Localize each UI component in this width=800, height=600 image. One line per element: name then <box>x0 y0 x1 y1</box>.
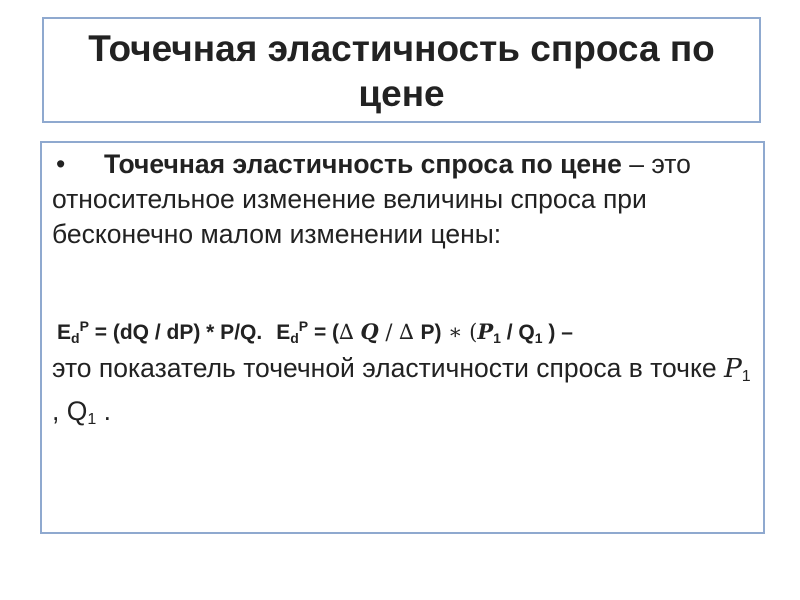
conclusion-paragraph <box>52 351 757 437</box>
formula-q: 𝑸 <box>360 319 379 344</box>
formula-close: ) – <box>542 321 573 344</box>
conclusion-text: это показатель точечной эластичности спроса в точке <box>52 353 724 383</box>
formula-slash: / <box>378 320 400 344</box>
slide-title: Точечная эластичность спроса по цене <box>88 28 715 114</box>
formula-subscript: 1 <box>493 330 501 346</box>
bullet-icon: • <box>56 149 66 179</box>
formula-discrete <box>276 311 573 353</box>
formula-derivative-body: = (dQ / dP) * P/Q. <box>88 321 263 344</box>
formula-p1: 𝑷 <box>477 319 494 344</box>
formula-paren: ( <box>469 320 478 344</box>
formula-superscript: P <box>79 318 89 334</box>
point-q: , Q <box>52 396 88 426</box>
title-box <box>42 17 761 123</box>
formula-open: = ( <box>308 321 340 344</box>
formula-subscript: 1 <box>534 330 543 346</box>
point-q-subscript: 1 <box>87 411 97 428</box>
formula-subscript: d <box>290 330 299 346</box>
formula-times: ∗ <box>441 320 470 344</box>
delta-symbol: ∆ <box>339 320 361 344</box>
point-p: 𝑃 <box>723 353 742 384</box>
formula-line <box>52 311 762 353</box>
point-end: . <box>96 396 111 426</box>
definition-paragraph <box>52 147 757 252</box>
delta-symbol: ∆ <box>399 320 421 344</box>
formula-p: P) <box>420 321 442 344</box>
content-box <box>40 141 765 534</box>
formula-subscript: d <box>71 330 80 346</box>
formula-derivative <box>52 311 262 353</box>
formula-symbol-e: E <box>57 321 72 344</box>
formula-superscript: P <box>298 318 309 334</box>
formula-q1: / Q <box>500 321 535 344</box>
point-p-subscript: 1 <box>741 368 751 385</box>
definition-text: – это относительное изменение величины спроса при бесконечно малом изменении цены: <box>52 149 691 249</box>
definition-term: Точечная эластичность спроса по цене <box>104 149 622 179</box>
formula-symbol-e: E <box>276 321 291 344</box>
